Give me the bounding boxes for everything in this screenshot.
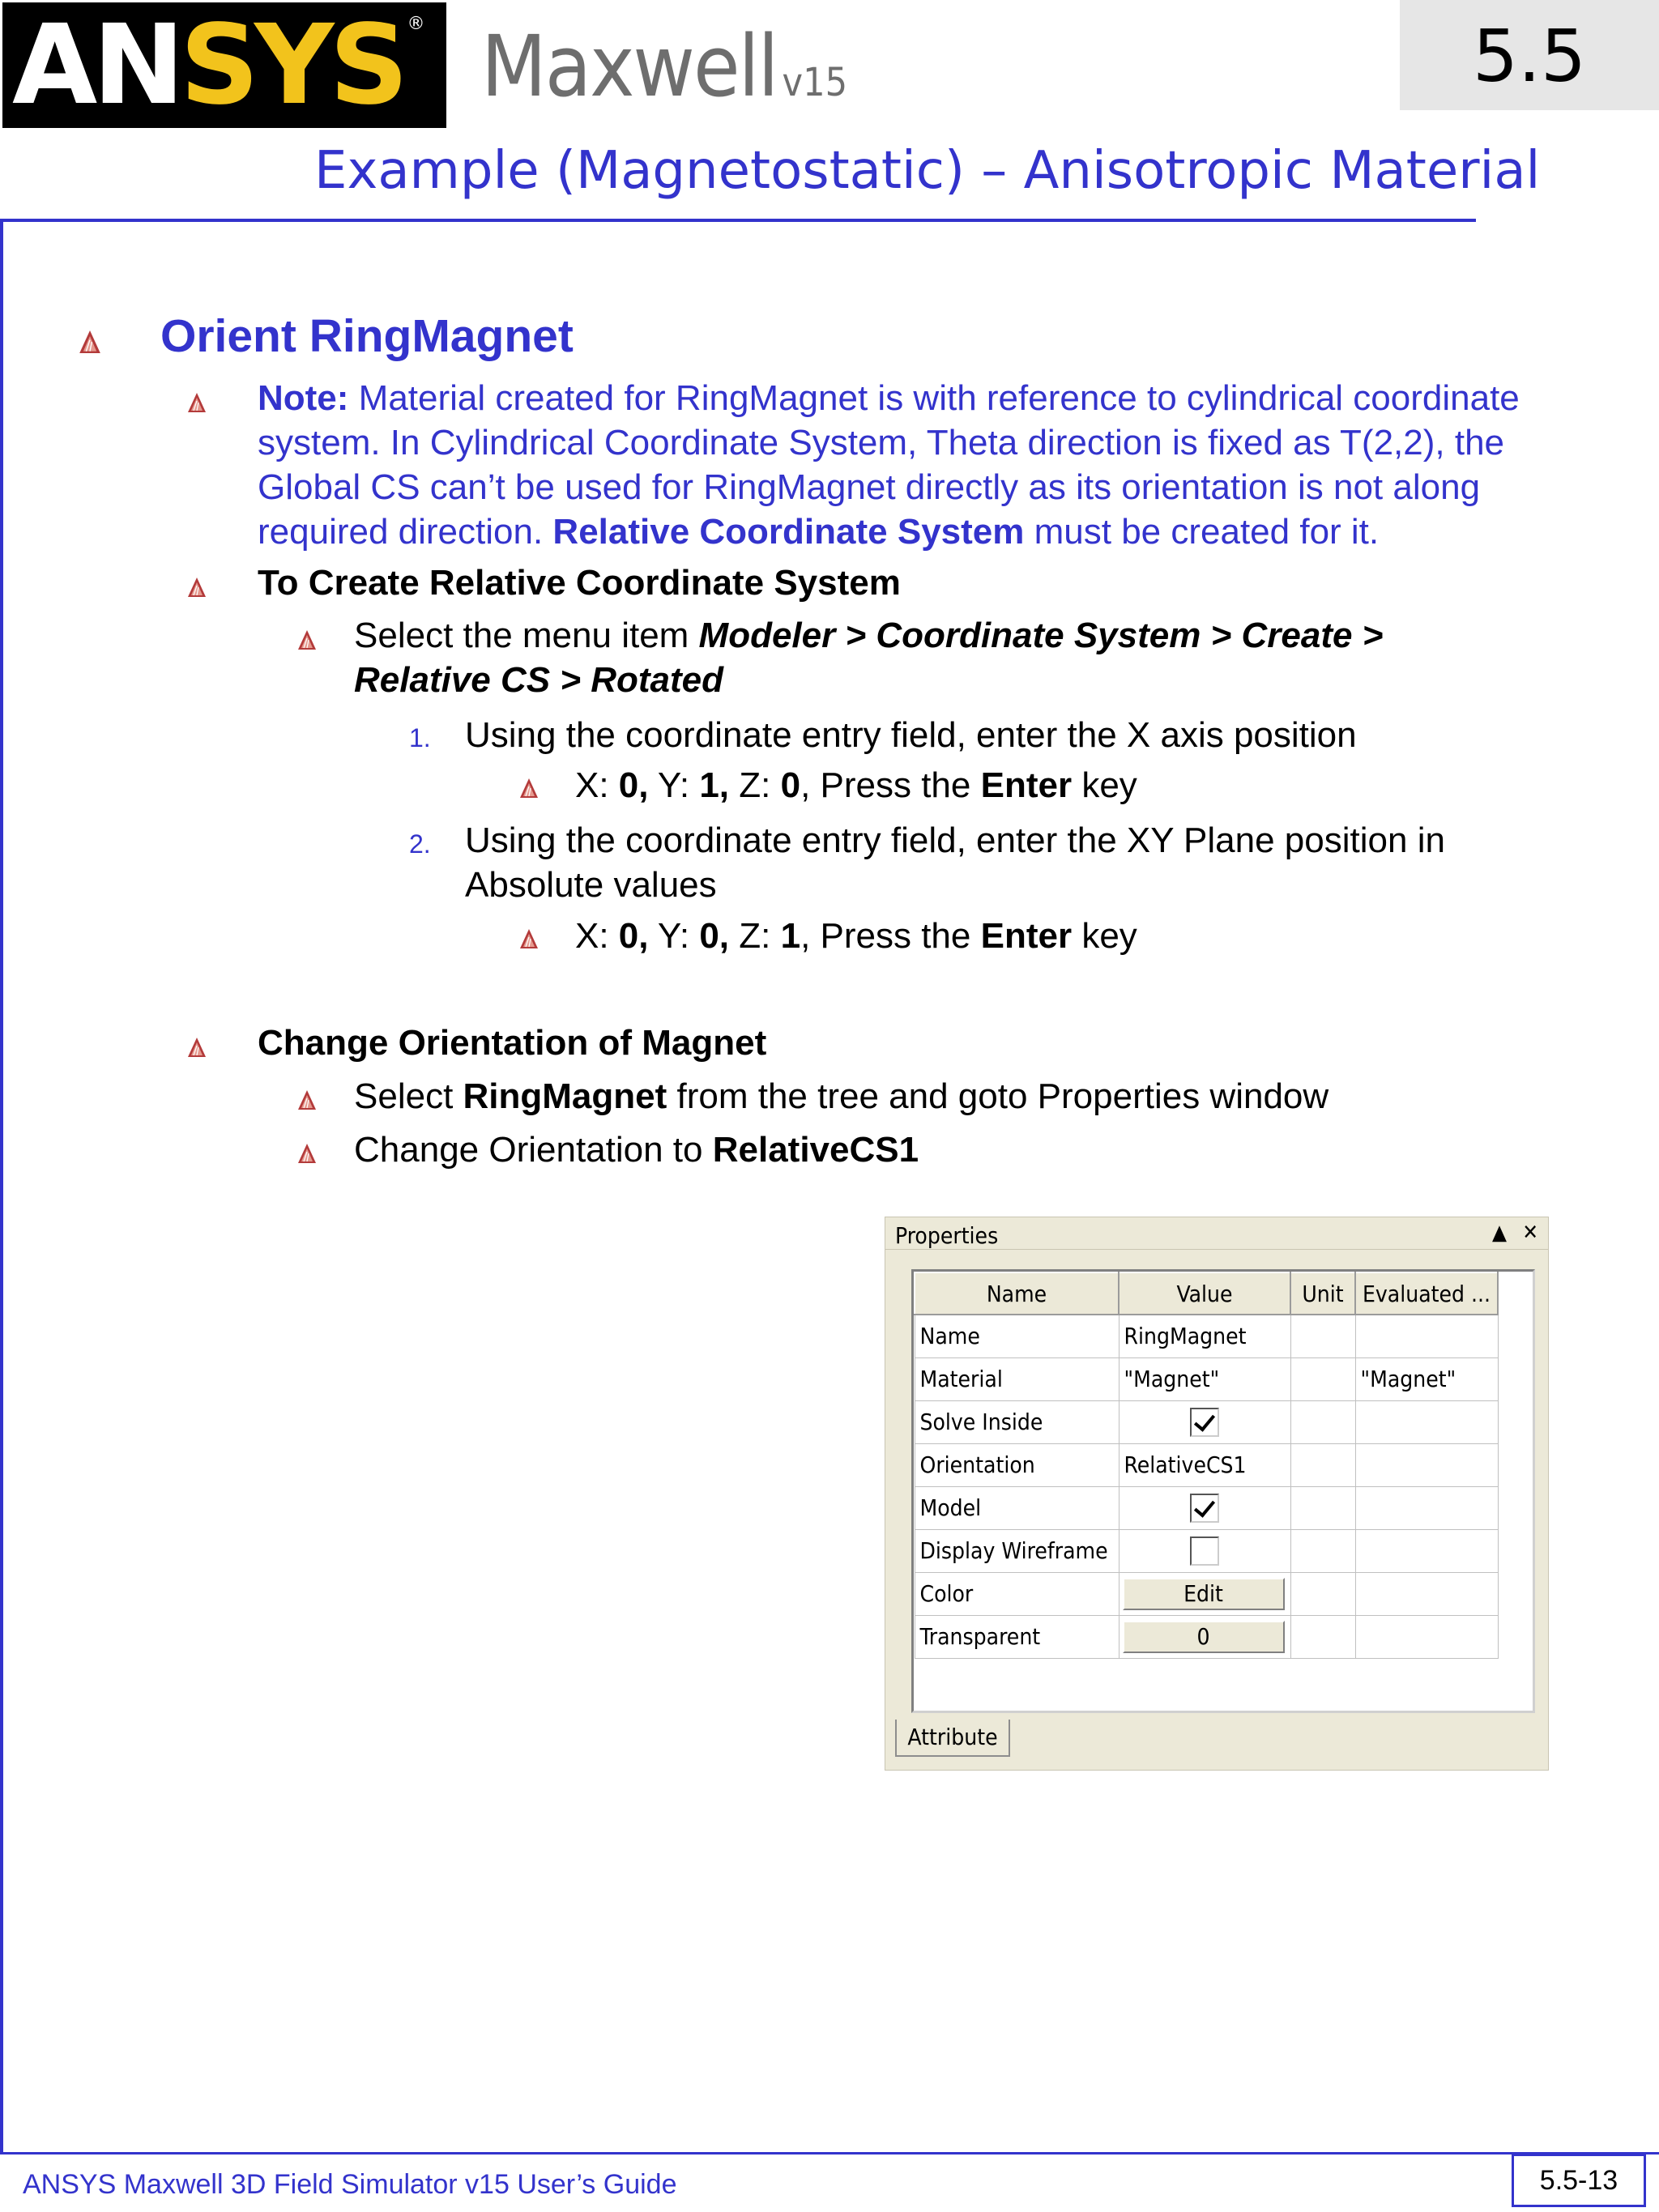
property-unit [1290,1357,1355,1400]
close-icon[interactable]: ✕ [1522,1221,1538,1245]
column-header-value[interactable]: Value [1119,1272,1290,1315]
property-name: Name [915,1315,1119,1357]
bullet-icon [298,1090,316,1110]
step-2-number: 2. [409,829,431,859]
property-name: Orientation [915,1443,1119,1486]
properties-window [885,1217,1549,1771]
property-evaluated [1355,1443,1498,1486]
step-2-text: Using the coordinate entry field, enter the XY Plane position in Absolute values [465,820,1445,905]
ansys-logo [2,2,446,128]
page-number: 5.5-13 [1512,2154,1646,2207]
property-name: Color [915,1572,1119,1615]
orientation-value[interactable]: RelativeCS1 [1119,1443,1290,1486]
table-row[interactable] [915,1486,1498,1529]
table-row[interactable] [915,1529,1498,1572]
table-row[interactable] [915,1615,1498,1658]
property-unit [1290,1400,1355,1443]
bullet-icon [188,1038,206,1057]
product-name [481,17,848,116]
product-version: v15 [782,60,848,105]
note-line-1: Note: Material created for RingMagnet is with reference to cylindrical coordinate [258,378,1520,418]
logo-registered-mark: ® [407,14,425,34]
bullet-icon [520,929,538,948]
note-line-3: Global CS can’t be used for RingMagnet directly as its orientation is not along [258,467,1481,507]
property-evaluated: "Magnet" [1355,1357,1498,1400]
bullet-icon [188,578,206,597]
bullet-icon [520,778,538,798]
property-evaluated [1355,1486,1498,1529]
note-paragraph [258,376,1520,554]
solve-inside-checkbox[interactable] [1190,1408,1219,1437]
menu-path-cont: Relative CS > Rotated [354,660,724,700]
table-row[interactable] [915,1357,1498,1400]
property-evaluated [1355,1529,1498,1572]
heading-orient-ringmagnet: Orient RingMagnet [160,310,574,362]
table-row[interactable] [915,1400,1498,1443]
property-value[interactable]: "Magnet" [1119,1357,1290,1400]
property-unit [1290,1615,1355,1658]
table-row[interactable] [915,1443,1498,1486]
color-edit-button[interactable]: Edit [1123,1578,1285,1610]
product-title: Maxwell [481,17,778,116]
table-row[interactable] [915,1572,1498,1615]
note-line-4: required direction. Relative Coordinate System must be created for it. [258,512,1380,552]
property-evaluated [1355,1615,1498,1658]
logo-text-sys: SYS [180,1,404,130]
step-2-values: X: 0, Y: 0, Z: 1, Press the Enter key [575,916,1137,956]
menu-path: Modeler > Coordinate System > Create > [698,616,1384,655]
property-evaluated [1355,1400,1498,1443]
property-name: Transparent [915,1615,1119,1658]
property-name: Material [915,1357,1119,1400]
display-wireframe-checkbox[interactable] [1190,1536,1219,1566]
property-unit [1290,1315,1355,1357]
properties-title: Properties [895,1222,999,1249]
footer-divider [0,2152,1659,2154]
bullet-icon [188,393,206,412]
change-orientation-instruction: Change Orientation to RelativeCS1 [354,1130,919,1170]
slide-title: Example (Magnetostatic) – Anisotropic Material [314,141,1541,201]
bullet-icon [298,1144,316,1163]
title-divider [0,219,1476,222]
transparent-value-button[interactable]: 0 [1123,1621,1285,1653]
model-checkbox[interactable] [1190,1494,1219,1523]
subheading-create-relative-cs: To Create Relative Coordinate System [258,563,901,603]
note-line-2: system. In Cylindrical Coordinate System, Theta direction is fixed as T(2,2), the [258,423,1505,462]
column-header-evaluated[interactable]: Evaluated ... [1355,1272,1498,1315]
property-name: Display Wireframe [915,1529,1119,1572]
note-label: Note: [258,378,349,418]
step-1-text: Using the coordinate entry field, enter the X axis position [465,715,1357,755]
bullet-icon [79,330,100,353]
properties-table [914,1272,1499,1659]
table-header-row [915,1272,1498,1315]
tab-attribute[interactable]: Attribute [895,1720,1010,1757]
property-unit [1290,1572,1355,1615]
step-1-values: X: 0, Y: 1, Z: 0, Press the Enter key [575,765,1137,805]
property-evaluated [1355,1572,1498,1615]
column-header-name[interactable]: Name [915,1272,1119,1315]
property-unit [1290,1529,1355,1572]
property-unit [1290,1486,1355,1529]
section-number: 5.5 [1400,0,1659,110]
column-header-unit[interactable]: Unit [1290,1272,1355,1315]
property-name: Solve Inside [915,1400,1119,1443]
pin-icon[interactable]: ▲ [1491,1221,1507,1245]
select-ringmagnet-instruction: Select RingMagnet from the tree and goto Properties window [354,1076,1329,1116]
bullet-icon [298,630,316,650]
step-1-number: 1. [409,723,431,752]
menu-instruction: Select the menu item Modeler > Coordinate System > Create > Relative CS > Rotated [354,616,1384,700]
logo-text-ans: AN [12,1,181,130]
property-name: Model [915,1486,1119,1529]
property-unit [1290,1443,1355,1486]
footer-guide-title: ANSYS Maxwell 3D Field Simulator v15 User’s Guide [23,2169,677,2200]
property-value[interactable]: RingMagnet [1119,1315,1290,1357]
subheading-change-orientation: Change Orientation of Magnet [258,1023,767,1063]
properties-grid [911,1269,1535,1713]
properties-titlebar [885,1217,1548,1250]
property-evaluated [1355,1315,1498,1357]
left-border [0,219,3,2154]
table-row[interactable] [915,1315,1498,1357]
